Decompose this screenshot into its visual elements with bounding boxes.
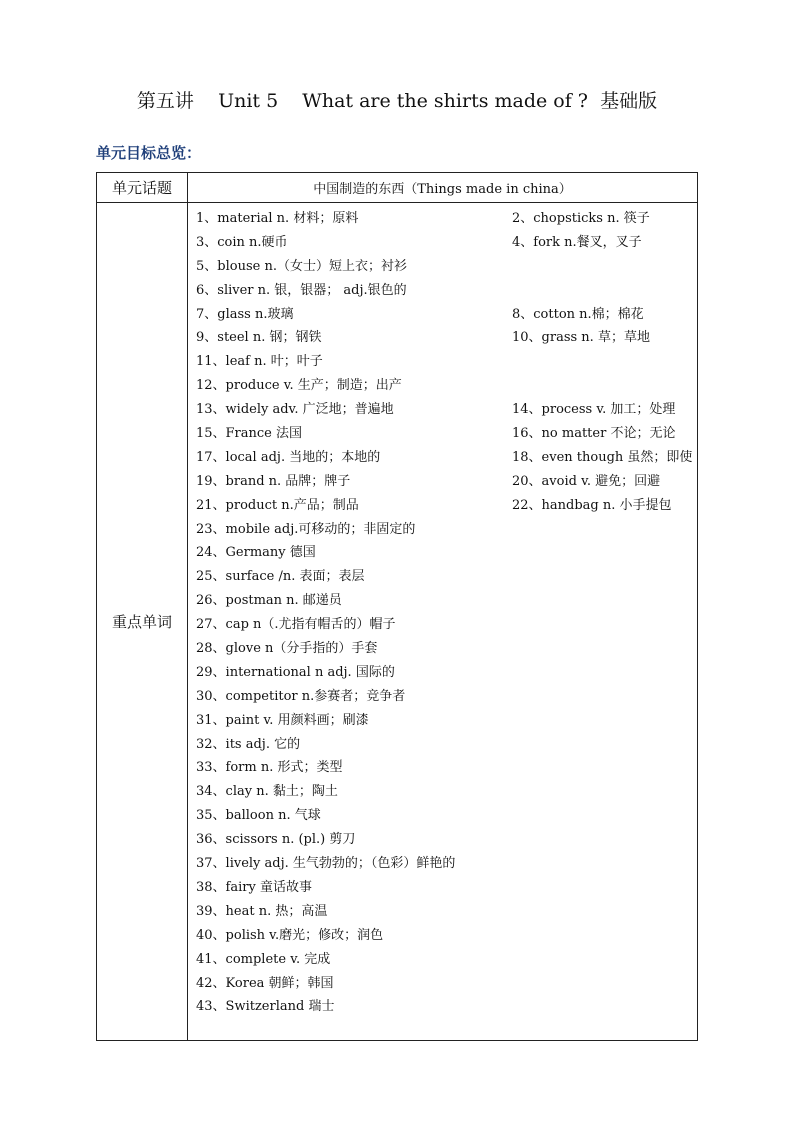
word-row (196, 398, 693, 422)
word-row (196, 255, 693, 279)
topic-row (97, 173, 698, 203)
word-entry: 19、brand n. 品牌；牌子 (196, 473, 351, 489)
word-entry: 32、its adj. 它的 (196, 736, 301, 752)
word-row (196, 446, 693, 470)
page-title: 第五讲 Unit 5 What are the shirts made of ? 基础版 (136, 90, 658, 112)
word-entry: 40、polish v.磨光；修改；润色 (196, 927, 384, 943)
word-entry: 3、coin n.硬币 (196, 234, 288, 250)
word-row (196, 207, 693, 231)
word-entry: 38、fairy 童话故事 (196, 879, 312, 895)
word-entry: 33、form n. 形式；类型 (196, 760, 343, 776)
word-row (196, 661, 693, 685)
word-list-cell (188, 203, 698, 1041)
word-row (196, 494, 693, 518)
word-entry: 11、leaf n. 叶；叶子 (196, 354, 323, 370)
vocab-table (96, 172, 698, 1041)
word-entry: 18、even though 虽然；即使 (512, 449, 693, 465)
word-entry: 34、clay n. 黏土；陶土 (196, 784, 338, 800)
word-entry: 26、postman n. 邮递员 (196, 593, 342, 609)
word-row (196, 613, 693, 637)
word-entry: 27、cap n（.尤指有帽舌的）帽子 (196, 617, 396, 633)
word-row (196, 972, 693, 996)
word-entry: 30、competitor n.参赛者；竞争者 (196, 688, 406, 704)
word-row (196, 900, 693, 924)
word-row (196, 541, 693, 565)
word-entry: 15、France 法国 (196, 426, 303, 442)
word-entry: 24、Germany 德国 (196, 545, 316, 561)
word-entry: 4、fork n.餐叉，叉子 (512, 234, 642, 250)
key-words-label: 重点单词 (97, 203, 188, 1041)
word-entry: 42、Korea 朝鲜；韩国 (196, 975, 334, 991)
word-entry: 22、handbag n. 小手提包 (512, 497, 672, 513)
word-entry: 37、lively adj. 生气勃勃的；（色彩）鲜艳的 (196, 856, 456, 872)
word-entry: 28、glove n（分手指的）手套 (196, 641, 378, 657)
word-entry: 25、surface /n. 表面；表层 (196, 569, 365, 585)
word-row (196, 709, 693, 733)
word-row (196, 685, 693, 709)
word-entry: 23、mobile adj.可移动的；非固定的 (196, 521, 416, 537)
word-row (196, 470, 693, 494)
word-entry: 7、glass n.玻璃 (196, 306, 294, 322)
word-row (196, 374, 693, 398)
topic-value: 中国制造的东西（Things made in china） (188, 173, 698, 203)
word-entry: 5、blouse n.（女士）短上衣；衬衫 (196, 258, 407, 274)
word-entry: 20、avoid v. 避免；回避 (512, 473, 661, 489)
word-row (196, 326, 693, 350)
topic-label: 单元话题 (97, 173, 188, 203)
words-row (97, 203, 698, 1041)
word-entry: 35、balloon n. 气球 (196, 808, 321, 824)
word-row (196, 995, 693, 1019)
word-entry: 36、scissors n. (pl.) 剪刀 (196, 832, 356, 848)
word-row (196, 733, 693, 757)
word-entry: 14、process v. 加工；处理 (512, 402, 676, 418)
word-entry: 2、chopsticks n. 筷子 (512, 211, 650, 226)
word-row (196, 303, 693, 327)
word-row (196, 518, 693, 542)
word-row (196, 350, 693, 374)
word-entry: 31、paint v. 用颜料画；刷漆 (196, 712, 369, 728)
word-row (196, 231, 693, 255)
word-row (196, 804, 693, 828)
word-entry: 41、complete v. 完成 (196, 951, 331, 967)
word-entry: 17、local adj. 当地的；本地的 (196, 449, 381, 465)
word-entry: 21、product n.产品；制品 (196, 497, 359, 513)
word-row (196, 780, 693, 804)
word-entry: 13、widely adv. 广泛地；普遍地 (196, 402, 394, 418)
section-heading: 单元目标总览： (96, 144, 202, 162)
word-row (196, 852, 693, 876)
word-row (196, 422, 693, 446)
word-entry: 16、no matter 不论；无论 (512, 426, 676, 442)
word-row (196, 279, 693, 303)
word-entry: 9、steel n. 钢；钢铁 (196, 330, 322, 346)
word-entry: 29、international n adj. 国际的 (196, 664, 395, 680)
word-row (196, 637, 693, 661)
word-entry: 8、cotton n.棉；棉花 (512, 306, 644, 322)
word-row (196, 948, 693, 972)
word-row (196, 828, 693, 852)
word-row (196, 565, 693, 589)
word-entry: 10、grass n. 草；草地 (512, 330, 650, 346)
word-entry: 6、sliver n. 银，银器； adj.银色的 (196, 282, 407, 298)
word-row (196, 924, 693, 948)
word-row (196, 589, 693, 613)
word-row (196, 756, 693, 780)
word-entry: 1、material n. 材料；原料 (196, 211, 359, 226)
word-entry: 12、produce v. 生产；制造；出产 (196, 378, 402, 394)
word-row (196, 876, 693, 900)
word-list (196, 207, 693, 1019)
word-entry: 39、heat n. 热；高温 (196, 903, 328, 919)
word-entry: 43、Switzerland 瑞士 (196, 999, 335, 1015)
